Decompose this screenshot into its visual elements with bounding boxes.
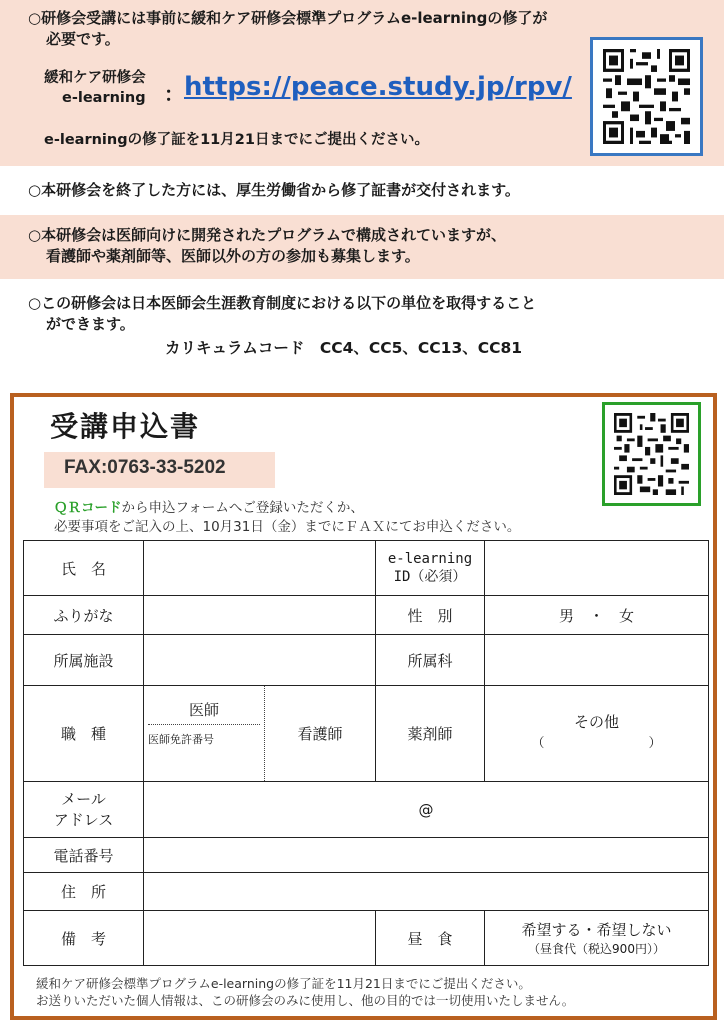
label-email: メール アドレス bbox=[24, 782, 144, 838]
qr-code-icon bbox=[603, 49, 690, 144]
table-row bbox=[24, 838, 709, 873]
curriculum-code: カリキュラムコード CC4、CC5、CC13、CC81 bbox=[165, 339, 523, 357]
qr-code-form[interactable] bbox=[602, 402, 701, 506]
label-name: 氏 名 bbox=[24, 541, 144, 596]
fax-number: FAX:0763-33-5202 bbox=[44, 452, 275, 488]
elearning-label: 緩和ケア研修会 e-learning bbox=[44, 70, 146, 106]
other-label: その他 bbox=[573, 712, 619, 731]
application-form bbox=[10, 393, 717, 1020]
table-row bbox=[24, 596, 709, 635]
label-department: 所属科 bbox=[376, 635, 485, 686]
label-gender: 性 別 bbox=[376, 596, 485, 635]
label-elearning-id: e-learning ID（必須） bbox=[376, 541, 485, 596]
note-credits: ○この研修会は日本医師会生涯教育制度における以下の単位を取得すること ができます。 bbox=[28, 294, 537, 333]
phone-field[interactable] bbox=[144, 838, 709, 873]
elearning-url-link[interactable]: https://peace.study.jp/rpv/ bbox=[184, 72, 572, 102]
elearning-deadline: e-learningの修了証を11月21日までにご提出ください。 bbox=[44, 132, 429, 148]
furigana-field[interactable] bbox=[144, 596, 376, 635]
table-row bbox=[24, 911, 709, 966]
lunch-choice[interactable] bbox=[485, 911, 709, 966]
note-certificate: ○本研修会を終了した方には、厚生労働省から修了証書が交付されます。 bbox=[28, 181, 520, 199]
table-row bbox=[24, 686, 709, 782]
remarks-field[interactable] bbox=[144, 911, 376, 966]
qr-code-icon bbox=[614, 413, 689, 495]
note-elearning-required: ○研修会受講には事前に緩和ケア研修会標準プログラムe-learningの修了が 必要です。 bbox=[28, 9, 548, 48]
label-lunch: 昼 食 bbox=[376, 911, 485, 966]
name-field[interactable] bbox=[144, 541, 376, 596]
department-field[interactable] bbox=[485, 635, 709, 686]
table-row bbox=[24, 541, 709, 596]
license-number-label: 医師免許番号 bbox=[148, 732, 214, 746]
form-title: 受講申込書 bbox=[50, 410, 201, 443]
label-phone: 電話番号 bbox=[24, 838, 144, 873]
occupation-pharmacist[interactable]: 薬剤師 bbox=[376, 686, 485, 782]
occupation-other[interactable] bbox=[485, 686, 709, 782]
form-footer: 緩和ケア研修会標準プログラムe-learningの修了証を11月21日までにご提出ください。 お送りいただいた個人情報は、この研修会のみに使用し、他の目的では一切使用いたしません。 bbox=[36, 976, 575, 1008]
address-field[interactable] bbox=[144, 873, 709, 911]
label-remarks: 備 考 bbox=[24, 911, 144, 966]
elearning-id-field[interactable] bbox=[485, 541, 709, 596]
table-row bbox=[24, 635, 709, 686]
email-field[interactable]: @ bbox=[144, 782, 709, 838]
label-furigana: ふりがな bbox=[24, 596, 144, 635]
colon: ： bbox=[164, 82, 184, 106]
application-table bbox=[23, 540, 709, 966]
table-row bbox=[24, 782, 709, 838]
doctor-label: 医師 bbox=[148, 699, 260, 725]
gender-options[interactable]: 男 ・ 女 bbox=[485, 596, 709, 635]
qr-code-top[interactable] bbox=[590, 37, 703, 156]
occupation-doctor[interactable] bbox=[144, 686, 265, 782]
occupation-nurse[interactable]: 看護師 bbox=[265, 686, 376, 782]
other-paren: （ ） bbox=[531, 735, 662, 751]
label-address: 住 所 bbox=[24, 873, 144, 911]
label-occupation: 職 種 bbox=[24, 686, 144, 782]
lunch-price: （昼食代（税込900円）） bbox=[528, 942, 665, 956]
note-open-to-others: ○本研修会は医師向けに開発されたプログラムで構成されていますが、 看護師や薬剤師等、医師以外の方の参加も募集します。 bbox=[28, 226, 506, 265]
label-facility: 所属施設 bbox=[24, 635, 144, 686]
lunch-choice-label: 希望する・希望しない bbox=[521, 921, 672, 939]
facility-field[interactable] bbox=[144, 635, 376, 686]
table-row bbox=[24, 873, 709, 911]
form-instructions: ＱＲコードから申込フォームへご登録いただくか、 必要事項をご記入の上、10月31日（金）までにＦＡＸにてお申込ください。 bbox=[54, 500, 521, 535]
